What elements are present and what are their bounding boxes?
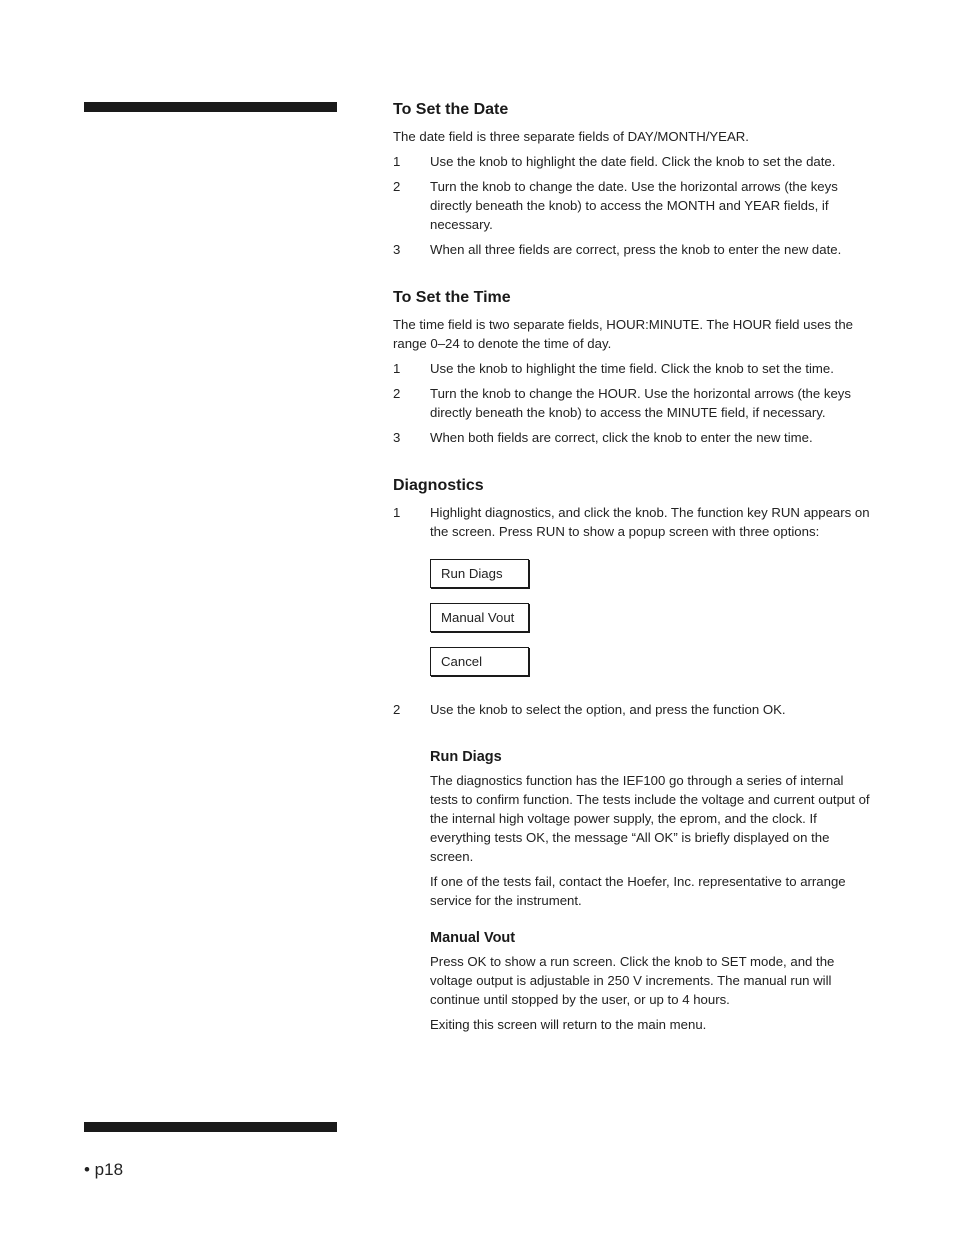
run-diags-heading: Run Diags	[430, 749, 502, 765]
set-date-heading: To Set the Date	[393, 101, 509, 118]
set-date-intro: The date field is three separate fields of DAY/MONTH/YEAR.	[393, 129, 749, 144]
manual-vout-subsection	[430, 928, 873, 1034]
list-item	[393, 152, 873, 171]
set-time-steps	[393, 359, 873, 447]
list-item	[393, 240, 873, 259]
list-item	[393, 359, 873, 378]
step-text: Turn the knob to change the date. Use the horizontal arrows (the keys directly beneath the knob) to access the MONTH and YEAR fields, if necessary.	[430, 179, 838, 232]
cancel-button[interactable]: Cancel	[430, 647, 529, 676]
list-item	[393, 503, 873, 541]
diagnostics-steps-continued	[393, 700, 873, 719]
manual-vout-button[interactable]: Manual Vout	[430, 603, 529, 632]
diagnostics-section	[393, 475, 873, 1034]
step-number: 1	[393, 361, 401, 376]
top-rule	[84, 102, 337, 112]
step-text: Use the knob to select the option, and press the function OK.	[430, 702, 786, 717]
list-item	[393, 428, 873, 447]
run-diags-subsection	[430, 747, 873, 910]
set-time-section	[393, 287, 873, 447]
diagnostics-heading: Diagnostics	[393, 477, 484, 494]
paragraph: The diagnostics function has the IEF100 go through a series of internal tests to confirm function. The tests include the voltage and current output of the internal high voltage power supply, the eprom, and the clock. If everything tests OK, the message “All OK” is briefly displayed on the screen.	[430, 773, 870, 864]
step-number: 1	[393, 154, 401, 169]
step-number: 3	[393, 430, 401, 445]
manual-vout-heading: Manual Vout	[430, 930, 516, 946]
paragraph: Press OK to show a run screen. Click the knob to SET mode, and the voltage output is adjustable in 250 V increments. The manual run will continue until stopped by the user, or up to 4 hours.	[430, 954, 835, 1007]
step-text: Turn the knob to change the HOUR. Use the horizontal arrows (the keys directly beneath the knob) to access the MINUTE field, if necessary.	[430, 386, 851, 420]
list-item	[393, 700, 873, 719]
main-content	[393, 99, 873, 1040]
step-number: 2	[393, 179, 401, 194]
step-number: 3	[393, 242, 401, 257]
list-item	[393, 177, 873, 234]
step-text: When both fields are correct, click the knob to enter the new time.	[430, 430, 813, 445]
paragraph: If one of the tests fail, contact the Hoefer, Inc. representative to arrange service for the instrument.	[430, 874, 846, 908]
page-number: • p18	[84, 1160, 124, 1179]
set-time-heading: To Set the Time	[393, 289, 511, 306]
popup-options	[430, 559, 873, 676]
set-time-intro: The time field is two separate fields, HOUR:MINUTE. The HOUR field uses the range 0–24 to denote the time of day.	[393, 317, 854, 351]
set-date-steps	[393, 152, 873, 259]
set-date-section	[393, 99, 873, 259]
diagnostics-steps	[393, 503, 873, 541]
step-number: 2	[393, 702, 401, 717]
step-text: Highlight diagnostics, and click the knob. The function key RUN appears on the screen. Press RUN to show a popup screen with three options:	[430, 505, 870, 539]
step-text: Use the knob to highlight the date field. Click the knob to set the date.	[430, 154, 836, 169]
bottom-rule	[84, 1122, 337, 1132]
run-diags-button[interactable]: Run Diags	[430, 559, 529, 588]
step-text: When all three fields are correct, press the knob to enter the new date.	[430, 242, 842, 257]
list-item	[393, 384, 873, 422]
step-number: 1	[393, 505, 401, 520]
step-number: 2	[393, 386, 401, 401]
paragraph: Exiting this screen will return to the main menu.	[430, 1017, 707, 1032]
step-text: Use the knob to highlight the time field. Click the knob to set the time.	[430, 361, 834, 376]
